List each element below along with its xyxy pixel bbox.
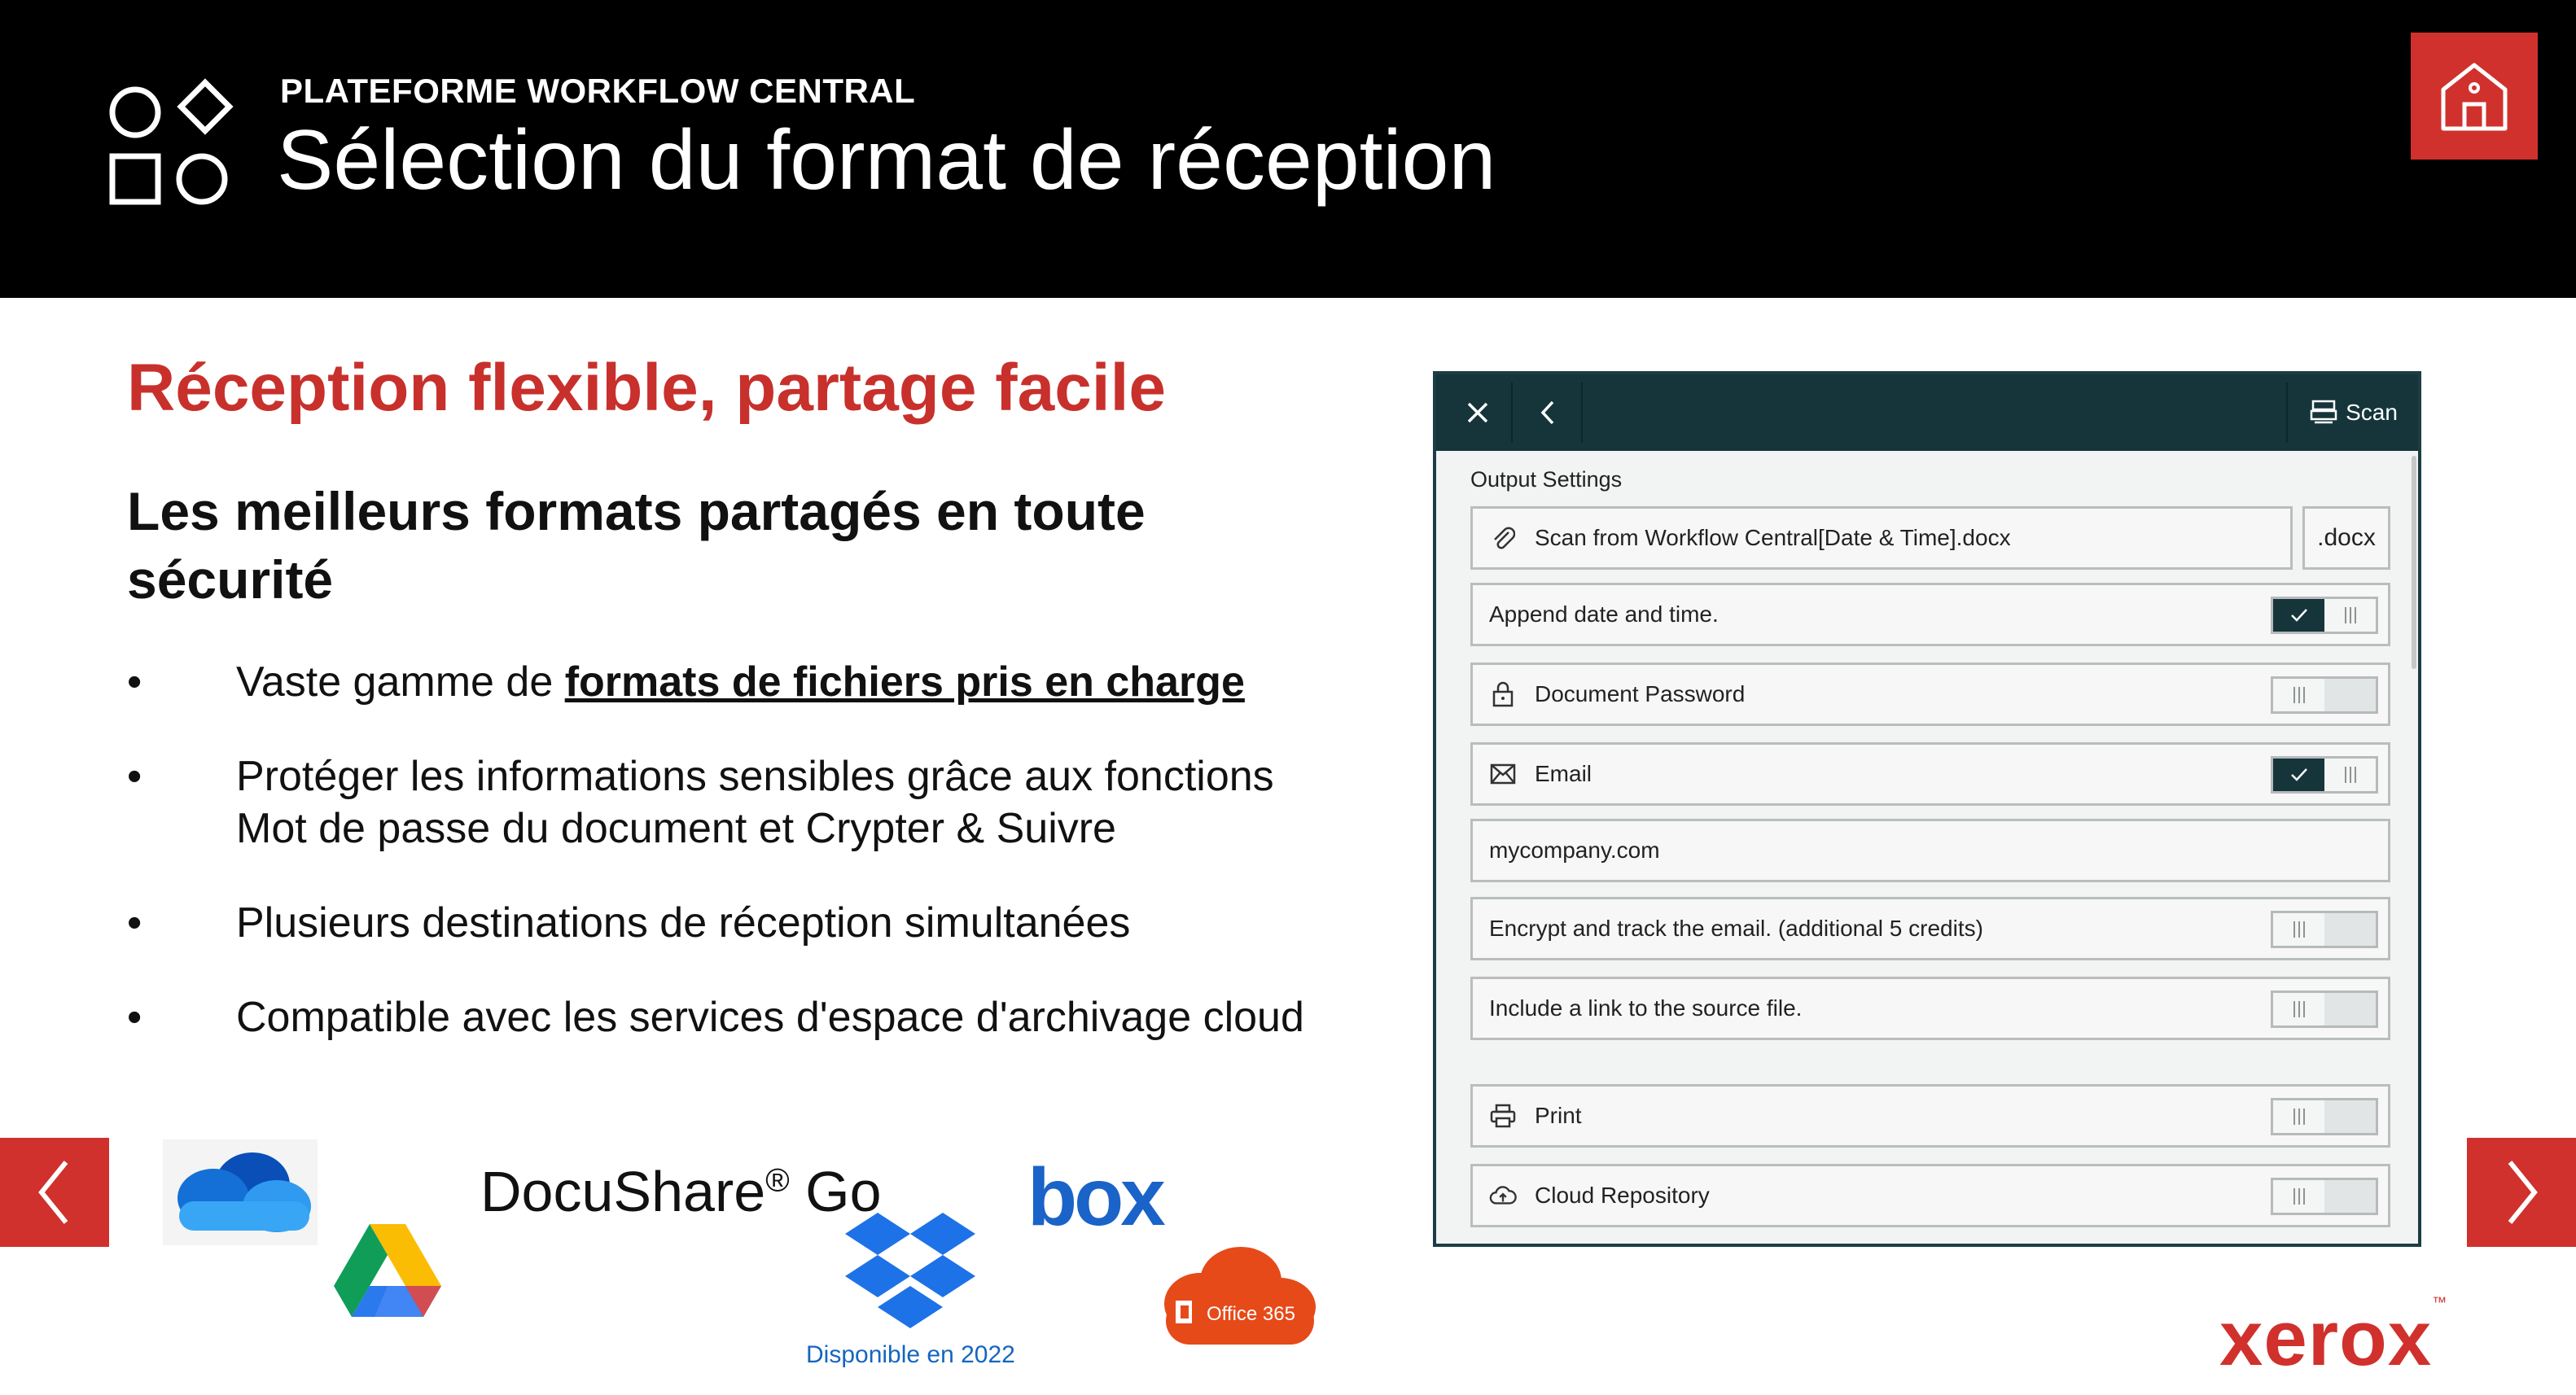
encrypt-track-row [1470, 897, 2390, 960]
document-password-label: Document Password [1535, 681, 1746, 706]
topbar-divider [2286, 383, 2288, 443]
email-row [1470, 742, 2390, 806]
device-screen [1433, 371, 2421, 1247]
registered-mark: ® [765, 1162, 790, 1199]
scrollbar[interactable] [2412, 456, 2416, 669]
include-link-label: Include a link to the source file. [1489, 995, 1803, 1021]
document-password-row [1470, 663, 2390, 726]
print-label: Print [1535, 1103, 1582, 1128]
onedrive-logo [163, 1139, 318, 1245]
encrypt-track-label: Encrypt and track the email. (additional 5 credits) [1489, 916, 1983, 941]
output-settings-label: Output Settings [1470, 467, 1623, 492]
supported-formats-link[interactable]: formats de fichiers pris en charge [564, 658, 1245, 706]
print-row [1470, 1084, 2390, 1148]
xerox-name: xerox [2219, 1295, 2433, 1382]
docushare-name: DocuShare [480, 1160, 766, 1223]
append-date-toggle[interactable] [2271, 597, 2378, 634]
email-address-value: mycompany.com [1489, 837, 1660, 863]
email-label: Email [1535, 761, 1592, 786]
file-extension-select[interactable]: .docx [2302, 506, 2390, 570]
dropbox-logo [843, 1213, 977, 1332]
encrypt-track-toggle[interactable] [2271, 911, 2378, 948]
topbar-divider [1511, 383, 1513, 443]
chevron-right-icon [2497, 1156, 2546, 1229]
email-address-input[interactable] [1470, 819, 2390, 882]
append-date-row [1470, 583, 2390, 646]
cloud-repository-label: Cloud Repository [1535, 1183, 1710, 1208]
toggle-handle-icon [2293, 1109, 2305, 1125]
subtitle-line-1: Les meilleurs formats partagés en toute [127, 481, 1146, 541]
office-365-name: Office 365 [1207, 1303, 1295, 1325]
box-logo: box [1027, 1152, 1163, 1243]
bullet-dot: • [127, 753, 142, 800]
previous-slide-button[interactable] [0, 1138, 109, 1247]
toggle-handle-icon [2293, 1001, 2305, 1017]
toggle-handle-icon [2293, 921, 2305, 938]
cloud-repository-toggle[interactable] [2271, 1178, 2378, 1215]
filename-value: Scan from Workflow Central[Date & Time].docx [1535, 525, 2011, 550]
envelope-icon [1489, 760, 1517, 788]
check-icon [2289, 767, 2309, 783]
subtitle-line-2: sécurité [127, 549, 334, 610]
cloud-repository-row [1470, 1164, 2390, 1227]
chevron-left-icon [1538, 399, 1557, 426]
include-link-row [1470, 977, 2390, 1040]
next-slide-button[interactable] [2467, 1138, 2576, 1247]
scan-button[interactable] [2293, 383, 2415, 443]
close-button[interactable] [1448, 383, 1508, 443]
print-toggle[interactable] [2271, 1098, 2378, 1135]
shapes-icon [106, 78, 236, 208]
trademark-mark: ™ [2432, 1294, 2448, 1310]
bullet-dot: • [127, 658, 142, 706]
bullet-dot: • [127, 899, 142, 947]
append-date-label: Append date and time. [1489, 601, 1719, 627]
docushare-logo [480, 1159, 882, 1224]
bullet-text: Compatible avec les services d'espace d'archivage cloud [236, 994, 1304, 1041]
toggle-handle-icon [2293, 687, 2305, 703]
document-password-toggle[interactable] [2271, 676, 2378, 714]
bullet-text-line: Protéger les informations sensibles grâce aux fonctions [236, 753, 1274, 800]
cloud-upload-icon [1489, 1182, 1517, 1209]
header-band [0, 0, 2576, 298]
bullet-text: Plusieurs destinations de réception simultanées [236, 899, 1131, 947]
back-button[interactable] [1518, 383, 1578, 443]
bullet-text [236, 656, 1474, 708]
chevron-left-icon [30, 1156, 79, 1229]
check-icon [2289, 607, 2309, 623]
header-kicker: PLATEFORME WORKFLOW CENTRAL [280, 72, 916, 110]
filename-field[interactable] [1470, 506, 2293, 570]
paperclip-icon [1489, 524, 1517, 552]
toggle-handle-icon [2293, 1188, 2305, 1205]
printer-icon [1489, 1102, 1517, 1130]
office-365-logo [1156, 1244, 1319, 1346]
bullet-text [236, 750, 1474, 855]
docushare-suffix: Go [789, 1160, 882, 1223]
toggle-handle-icon [2345, 607, 2356, 623]
close-icon [1465, 400, 1490, 425]
email-toggle[interactable] [2271, 756, 2378, 794]
topbar-divider [1581, 383, 1583, 443]
google-drive-logo [332, 1221, 443, 1323]
subtitle [127, 477, 1308, 614]
xerox-logo [2219, 1294, 2447, 1384]
dropbox-caption: Disponible en 2022 [806, 1341, 1015, 1368]
scanner-icon [2310, 400, 2337, 426]
section-title: Réception flexible, partage facile [127, 351, 1166, 425]
home-icon [2435, 57, 2513, 135]
toggle-handle-icon [2345, 767, 2356, 783]
include-link-toggle[interactable] [2271, 990, 2378, 1028]
device-topbar [1436, 374, 2418, 451]
bullet-dot: • [127, 994, 142, 1041]
lock-icon [1489, 680, 1517, 708]
page-title: Sélection du format de réception [277, 113, 1496, 208]
scan-label: Scan [2346, 400, 2398, 425]
device-body [1436, 451, 2418, 1247]
bullet-text-part: Vaste gamme de [236, 658, 565, 706]
home-button[interactable] [2411, 33, 2538, 160]
bullet-text-line: Mot de passe du document et Crypter & Suivre [236, 805, 1116, 852]
